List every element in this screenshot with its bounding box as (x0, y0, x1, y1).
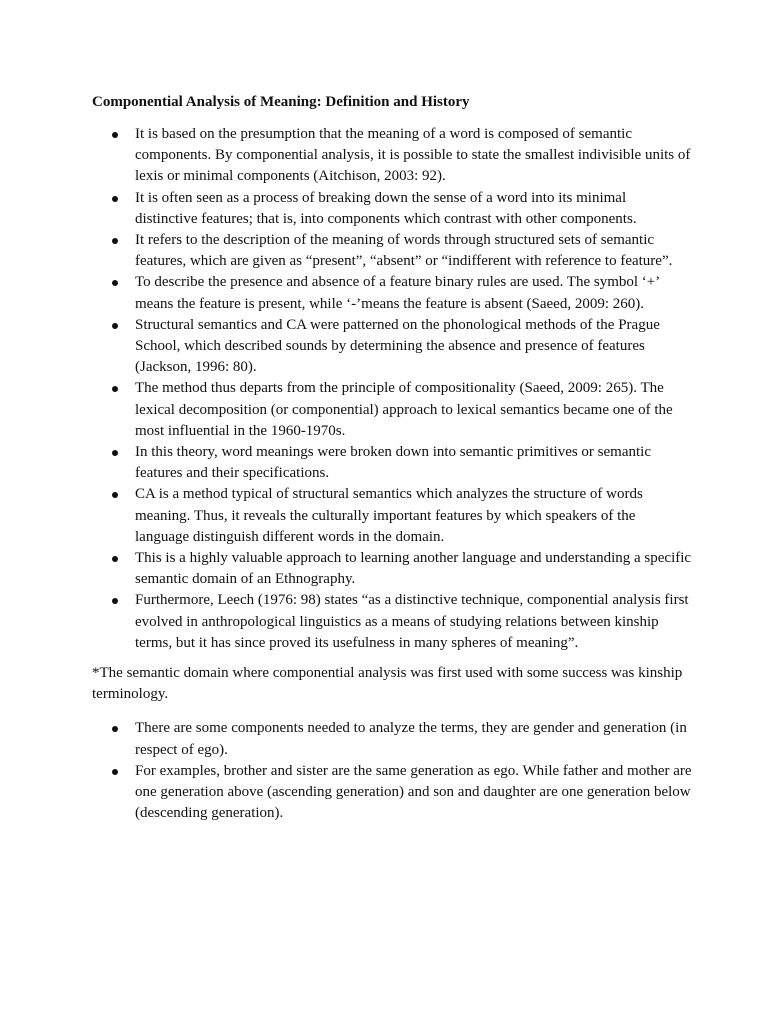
list-item-text: In this theory, word meanings were broken down into semantic primitives or semantic features and their specifications. (135, 444, 651, 482)
list-item (92, 761, 692, 825)
secondary-bullet-list (92, 718, 692, 824)
bullet-icon (112, 132, 118, 138)
list-item (92, 272, 692, 314)
list-item (92, 718, 692, 760)
list-item (92, 315, 692, 379)
list-item-text: It is based on the presumption that the meaning of a word is composed of semantic components. By componential analysis, it is possible to state the smallest indivisible units of lexis or minimal components (Aitchison, 2003: 92). (135, 126, 691, 185)
list-item-text: Structural semantics and CA were patterned on the phonological methods of the Prague School, which described sounds by determining the absence and presence of features (Jackson, 1996: 80). (135, 316, 660, 376)
list-item (92, 124, 692, 188)
bullet-icon (112, 726, 118, 732)
bullet-icon (112, 323, 118, 329)
bullet-icon (112, 492, 118, 498)
list-item-text: It refers to the description of the meaning of words through structured sets of semantic features, which are given as “present”, “absent” or “indifferent with reference to feature”. (135, 232, 673, 270)
list-item-text: Furthermore, Leech (1976: 98) states “as a distinctive technique, componential analysis first evolved in anthropological linguistics as a means of studying relations between kinship terms, but it has since proved its usefulness in many spheres of meaning”. (135, 592, 689, 651)
list-item (92, 442, 692, 484)
list-item-text: For examples, brother and sister are the same generation as ego. While father and mother are one generation above (ascending generation) and son and daughter are one generation below (descending generation). (135, 762, 692, 822)
bullet-icon (112, 280, 118, 286)
section-heading: Componential Analysis of Meaning: Definition and History (92, 94, 470, 110)
bullet-icon (112, 598, 118, 604)
bullet-icon (112, 386, 118, 392)
list-item-text: This is a highly valuable approach to learning another language and understanding a specific semantic domain of an Ethnography. (135, 550, 692, 588)
bullet-icon (112, 196, 118, 202)
bullet-icon (112, 238, 118, 244)
list-item-text: It is often seen as a process of breaking down the sense of a word into its minimal distinctive features; that is, into components which contrast with other components. (135, 189, 637, 227)
list-item (92, 548, 692, 590)
list-item (92, 378, 692, 442)
bullet-icon (112, 769, 118, 775)
list-item (92, 590, 692, 654)
list-item-text: There are some components needed to analyze the terms, they are gender and generation (in respect of ego). (135, 720, 687, 758)
kinship-note: *The semantic domain where componential analysis was first used with some success was kinship terminology. (92, 665, 683, 703)
list-item-text: To describe the presence and absence of a feature binary rules are used. The symbol ‘+’ means the feature is present, while ‘-’means the feature is absent (Saeed, 2009: 260). (135, 274, 660, 312)
bullet-icon (112, 556, 118, 562)
document-body (92, 92, 692, 825)
list-item-text: The method thus departs from the principle of compositionality (Saeed, 2009: 265). The lexical decomposition (or componential) approach to lexical semantics became one of the most influential in the 1960-1970s. (135, 380, 673, 439)
list-item (92, 230, 692, 272)
bullet-icon (112, 450, 118, 456)
list-item (92, 484, 692, 548)
primary-bullet-list (92, 124, 692, 654)
list-item (92, 188, 692, 230)
list-item-text: CA is a method typical of structural semantics which analyzes the structure of words meaning. Thus, it reveals the culturally important features by which speakers of the language distinguish different words in the domain. (135, 486, 643, 545)
